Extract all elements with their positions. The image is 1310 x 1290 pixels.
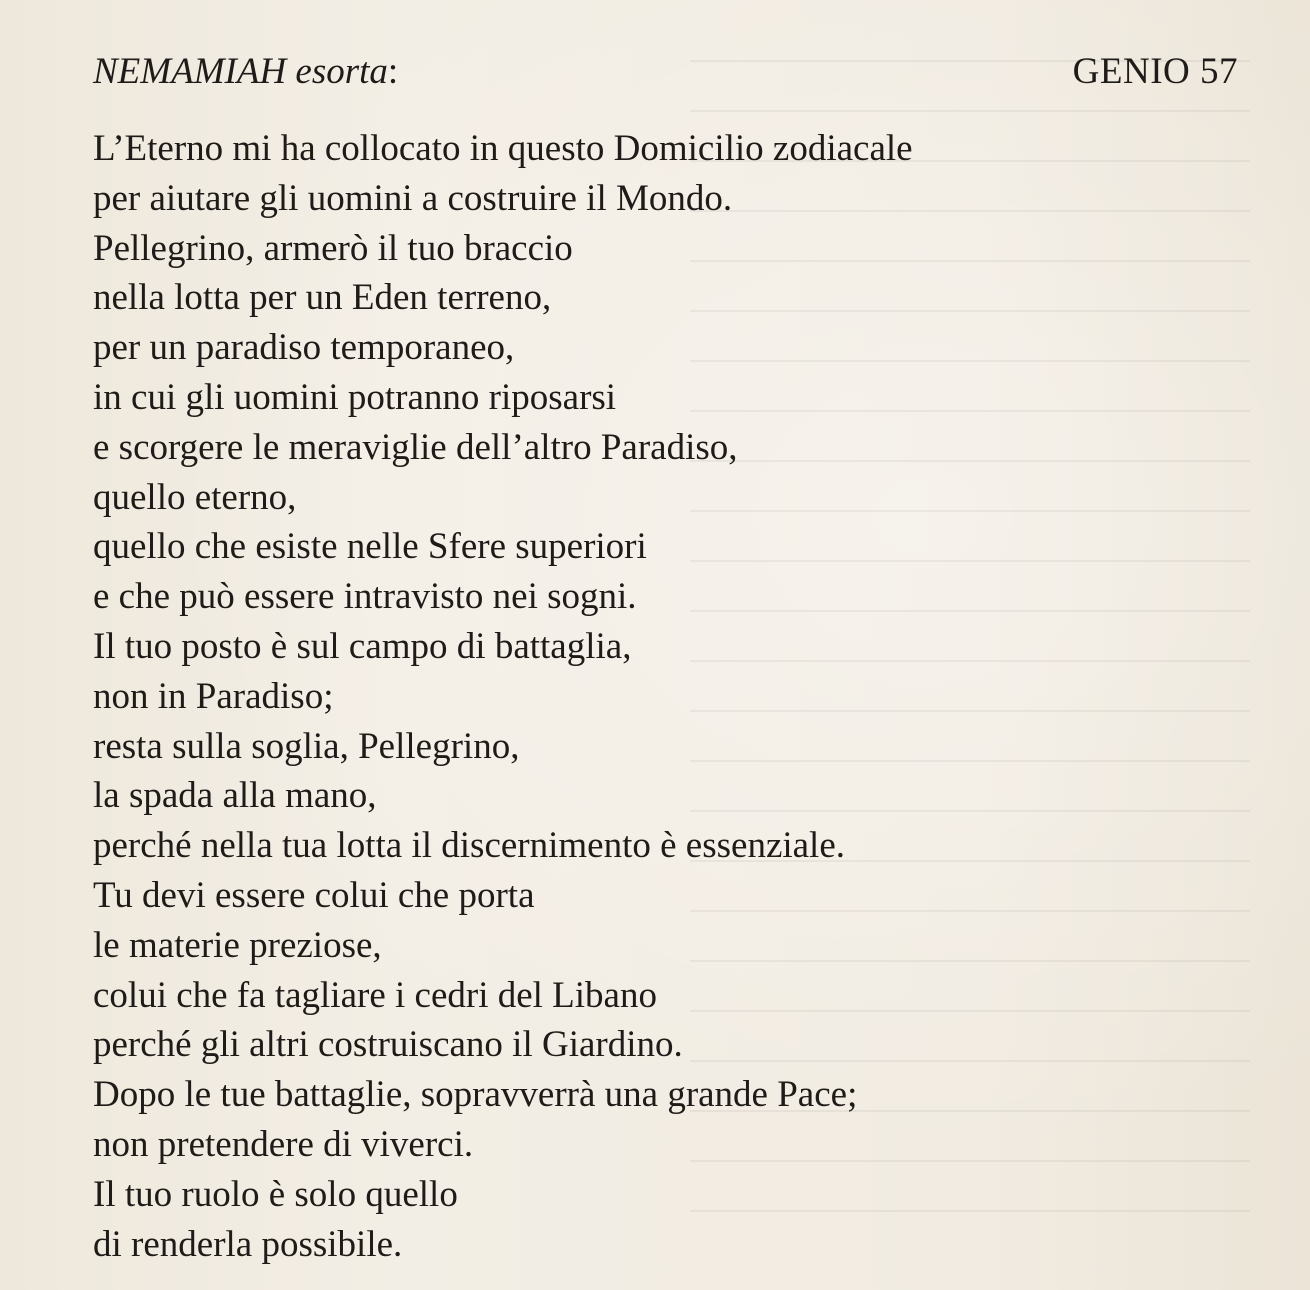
- title-colon: :: [387, 51, 399, 92]
- poem-line: Dopo le tue battaglie, sopravverrà una grande Pace;: [93, 1074, 858, 1116]
- poem-line: e scorgere le meraviglie dell’altro Paradiso,: [93, 426, 738, 468]
- poem-line: non in Paradiso;: [93, 675, 334, 717]
- poem-line: non pretendere di viverci.: [93, 1123, 474, 1165]
- poem-line: resta sulla soglia, Pellegrino,: [93, 725, 520, 767]
- poem-body: [93, 124, 1273, 1269]
- poem-line: nella lotta per un Eden terreno,: [93, 277, 552, 319]
- poem-line: Il tuo posto è sul campo di battaglia,: [93, 625, 632, 667]
- poem-line: L’Eterno mi ha collocato in questo Domicilio zodiacale: [93, 128, 913, 169]
- poem-line: quello che esiste nelle Sfere superiori: [93, 526, 647, 568]
- poem-line: per aiutare gli uomini a costruire il Mondo.: [93, 177, 733, 219]
- invocation-title: [93, 50, 398, 93]
- poem-line: in cui gli uomini potranno riposarsi: [93, 376, 617, 418]
- poem-line: Il tuo ruolo è solo quello: [93, 1173, 458, 1215]
- speaker-name: NEMAMIAH: [93, 51, 287, 92]
- poem-line: di renderla possibile.: [93, 1223, 403, 1265]
- poem-line: Tu devi essere colui che porta: [93, 874, 535, 916]
- poem-line: quello eterno,: [93, 476, 297, 518]
- page-header: [93, 50, 1238, 100]
- poem-line: per un paradiso temporaneo,: [93, 327, 515, 369]
- poem-line: perché gli altri costruiscano il Giardino.: [93, 1024, 683, 1066]
- poem-line: e che può essere intravisto nei sogni.: [93, 576, 637, 618]
- speaker-verb: esorta: [295, 51, 388, 92]
- genio-number: GENIO 57: [1072, 51, 1238, 92]
- poem-line: la spada alla mano,: [93, 775, 377, 817]
- poem-line: perché nella tua lotta il discernimento è essenziale.: [93, 825, 846, 867]
- poem-line: colui che fa tagliare i cedri del Libano: [93, 974, 657, 1016]
- poem-line: Pellegrino, armerò il tuo braccio: [93, 227, 573, 269]
- poem-line: le materie preziose,: [93, 924, 382, 966]
